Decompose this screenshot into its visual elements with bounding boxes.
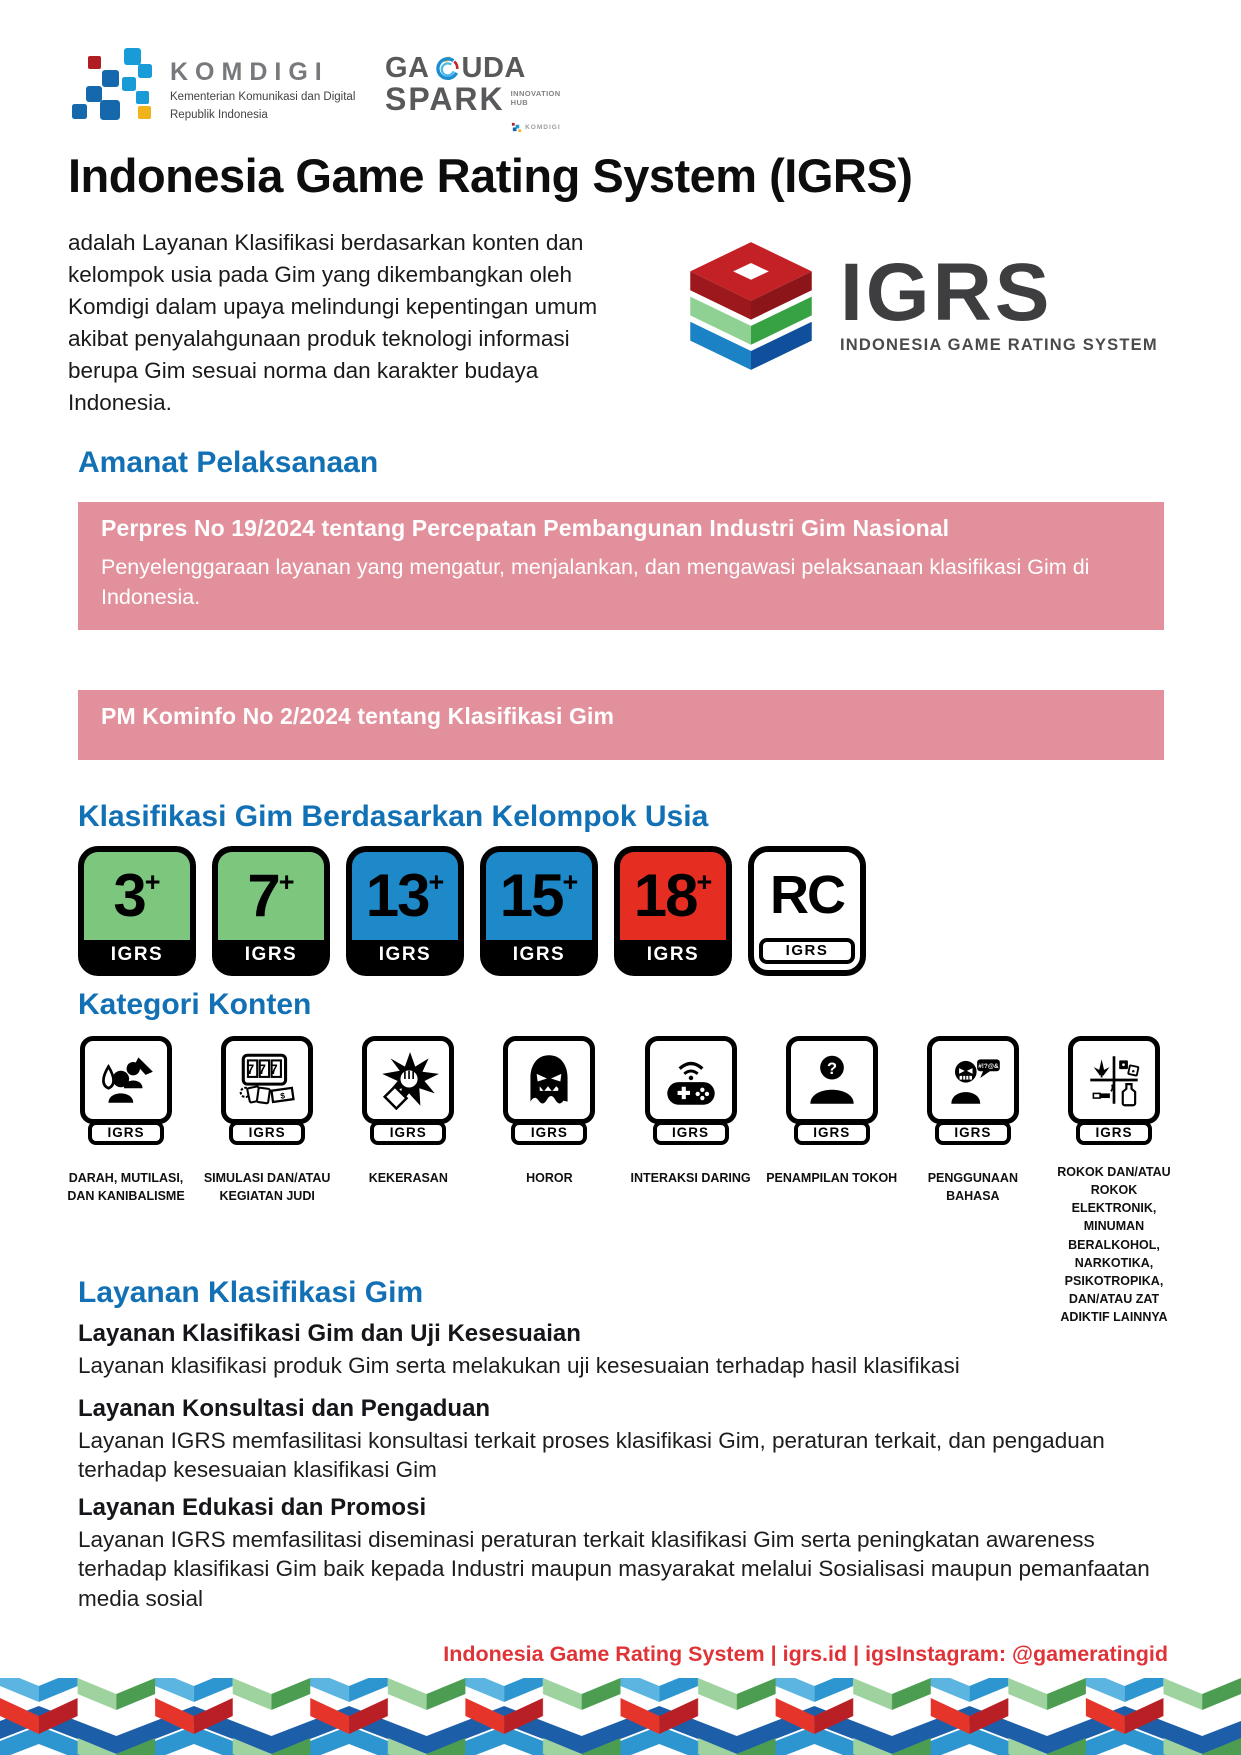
amanat-heading: Amanat Pelaksanaan [78, 446, 379, 479]
plus-sign: + [144, 866, 161, 897]
service-item-edukasi [78, 1494, 1173, 1613]
regulation-box-pm-kominfo [78, 690, 1164, 760]
age-badge-value [486, 852, 592, 940]
garuda-text-ga: GA [385, 52, 430, 84]
plus-sign: + [562, 866, 579, 897]
service-title: Layanan Edukasi dan Promosi [78, 1494, 427, 1521]
category-item [766, 1036, 898, 1326]
service-item-klasifikasi [78, 1320, 1173, 1380]
content-categories-heading: Kategori Konten [78, 988, 312, 1021]
plus-sign: + [428, 866, 445, 897]
category-card [80, 1036, 172, 1124]
igrs-strip: IGRS [511, 1121, 587, 1145]
substances-icon [1081, 1047, 1147, 1113]
service-item-konsultasi [78, 1395, 1173, 1485]
category-card [786, 1036, 878, 1124]
category-item [483, 1036, 615, 1326]
age-badge-3plus [78, 846, 196, 976]
by-komdigi-text: KOMDIGI [525, 124, 561, 131]
age-number: 15 [499, 862, 563, 929]
igrs-strip: IGRS [1076, 1121, 1152, 1145]
chevron-pattern-footer [0, 1678, 1241, 1755]
category-item [625, 1036, 757, 1326]
hub-text: HUB [510, 98, 529, 108]
category-label: PENAMPILAN TOKOH [766, 1171, 898, 1185]
services-heading: Layanan Klasifikasi Gim [78, 1276, 424, 1309]
age-badge-18plus [614, 846, 732, 976]
age-badge-15plus [480, 846, 598, 976]
service-body: Layanan klasifikasi produk Gim serta melakukan uji kesesuaian terhadap hasil klasifikasi [78, 1353, 960, 1378]
igrs-strip: IGRS [229, 1121, 305, 1145]
age-badge-value [84, 852, 190, 940]
age-number: 18 [633, 862, 697, 929]
service-body: Layanan IGRS memfasilitasi diseminasi peraturan terkait klasifikasi Gim serta peningkatan awareness terhadap klasifikasi Gim baik kepada Industri maupun masyarakat melalui Sosialisasi maupun pemanfaatan media sosial [78, 1527, 1150, 1611]
igrs-strip: IGRS [759, 938, 855, 964]
igrs-text: IGRS [840, 247, 1053, 338]
garuda-line2 [385, 81, 561, 118]
category-card [1068, 1036, 1160, 1124]
komdigi-mini-mark-icon [511, 122, 522, 133]
language-use-icon [940, 1047, 1006, 1113]
age-number: 3 [113, 862, 145, 929]
komdigi-logo [64, 44, 355, 136]
age-badge-7plus [212, 846, 330, 976]
age-badge-value [218, 852, 324, 940]
igrs-strip: IGRS [88, 1121, 164, 1145]
innovation-hub-label [511, 89, 561, 108]
category-label: SIMULASI DAN/ATAU KEGIATAN JUDI [203, 1171, 331, 1204]
igrs-strip: IGRS [218, 940, 324, 970]
komdigi-subtitle-2: Republik Indonesia [170, 108, 268, 121]
footer-contact-line: Indonesia Game Rating System | igrs.id | igsInstagram: @gameratingid [443, 1642, 1168, 1666]
igrs-cube-icon [688, 240, 814, 372]
violence-icon [375, 1047, 441, 1113]
by-komdigi-mark [385, 122, 561, 133]
category-label: PENGGUNAAN BAHASA [927, 1171, 1018, 1204]
igrs-strip: IGRS [84, 940, 190, 970]
age-number: 13 [365, 862, 429, 929]
question-mark: ? [826, 1059, 837, 1078]
age-number: 7 [247, 862, 279, 929]
igrs-strip: IGRS [935, 1121, 1011, 1145]
komdigi-wordmark [170, 58, 355, 123]
service-body: Layanan IGRS memfasilitasi konsultasi terkait proses klasifikasi Gim, peraturan terkait, dan pengaduan terhadap kesesuaian klasifikasi Gim [78, 1428, 1105, 1483]
category-card [645, 1036, 737, 1124]
komdigi-pixel-mark-icon [64, 44, 156, 136]
character-appearance-icon [799, 1047, 865, 1113]
page-title: Indonesia Game Rating System (IGRS) [68, 149, 913, 202]
igrs-tagline: INDONESIA GAME RATING SYSTEM [840, 335, 1158, 354]
age-number: RC [770, 865, 844, 925]
slot-digits: 777 [246, 1061, 283, 1077]
intro-paragraph: adalah Layanan Klasifikasi berdasarkan konten dan kelompok usia pada Gim yang dikembangkan oleh Komdigi dalam upaya melindungi kepentingan umum akibat penyalahgunaan produk teknologi informasi berupa Gim sesuai norma dan karakter budaya Indonesia. [68, 230, 598, 415]
regulation-box-perpres [78, 502, 1164, 630]
komdigi-subtitle-1: Kementerian Komunikasi dan Digital [170, 90, 356, 103]
horror-icon [516, 1047, 582, 1113]
garuda-swoosh-icon [430, 54, 462, 84]
garuda-spark-logo [385, 52, 561, 133]
money-symbol: $ [279, 1091, 286, 1101]
spark-text: SPARK [385, 81, 505, 117]
age-badge-value [620, 852, 726, 940]
igrs-strip: IGRS [794, 1121, 870, 1145]
blood-mutilation-cannibalism-icon [93, 1047, 159, 1113]
age-badge-value [352, 852, 458, 940]
age-classification-heading: Klasifikasi Gim Berdasarkan Kelompok Usia [78, 800, 709, 833]
gambling-simulation-icon [234, 1047, 300, 1113]
age-badges-row [78, 846, 866, 976]
grawlix-text: #!?@& [978, 1063, 999, 1071]
category-item [1048, 1036, 1180, 1326]
category-card [927, 1036, 1019, 1124]
regulation-title: Perpres No 19/2024 tentang Percepatan Pembangunan Industri Gim Nasional [101, 515, 950, 541]
category-label: INTERAKSI DARING [630, 1171, 751, 1185]
age-badge-13plus [346, 846, 464, 976]
online-interaction-icon [658, 1047, 724, 1113]
service-title: Layanan Konsultasi dan Pengaduan [78, 1395, 491, 1422]
plus-sign: + [696, 866, 713, 897]
category-card [362, 1036, 454, 1124]
innovation-text: INNOVATION [510, 89, 561, 98]
igrs-strip: IGRS [486, 940, 592, 970]
category-label: DARAH, MUTILASI, DAN KANIBALISME [67, 1171, 185, 1204]
garuda-text-uda: UDA [461, 52, 526, 84]
category-label: ROKOK DAN/ATAU ROKOK ELEKTRONIK, MINUMAN BERALKOHOL, NARKOTIKA, PSIKOTROPIKA, DAN/ATAU ZAT ADIKTIF LAINNYA [1057, 1165, 1171, 1324]
igrs-strip: IGRS [370, 1121, 446, 1145]
regulation-body: Penyelenggaraan layanan yang mengatur, menjalankan, dan mengawasi pelaksanaan klasifikasi Gim di Indonesia. [101, 555, 1090, 610]
category-card [503, 1036, 595, 1124]
igrs-wordmark [840, 247, 1158, 355]
age-badge-rc [748, 846, 866, 976]
age-badge-value [754, 852, 860, 938]
category-item [907, 1036, 1039, 1326]
category-card [221, 1036, 313, 1124]
plus-sign: + [278, 866, 295, 897]
igrs-strip: IGRS [620, 940, 726, 970]
regulation-title: PM Kominfo No 2/2024 tentang Klasifikasi Gim [101, 703, 615, 729]
igrs-strip: IGRS [352, 940, 458, 970]
igrs-strip: IGRS [653, 1121, 729, 1145]
service-title: Layanan Klasifikasi Gim dan Uji Kesesuaian [78, 1320, 581, 1347]
komdigi-name: KOMDIGI [170, 57, 329, 86]
igrs-logo [688, 240, 1158, 372]
category-label: HOROR [526, 1171, 573, 1185]
category-label: KEKERASAN [368, 1171, 448, 1185]
